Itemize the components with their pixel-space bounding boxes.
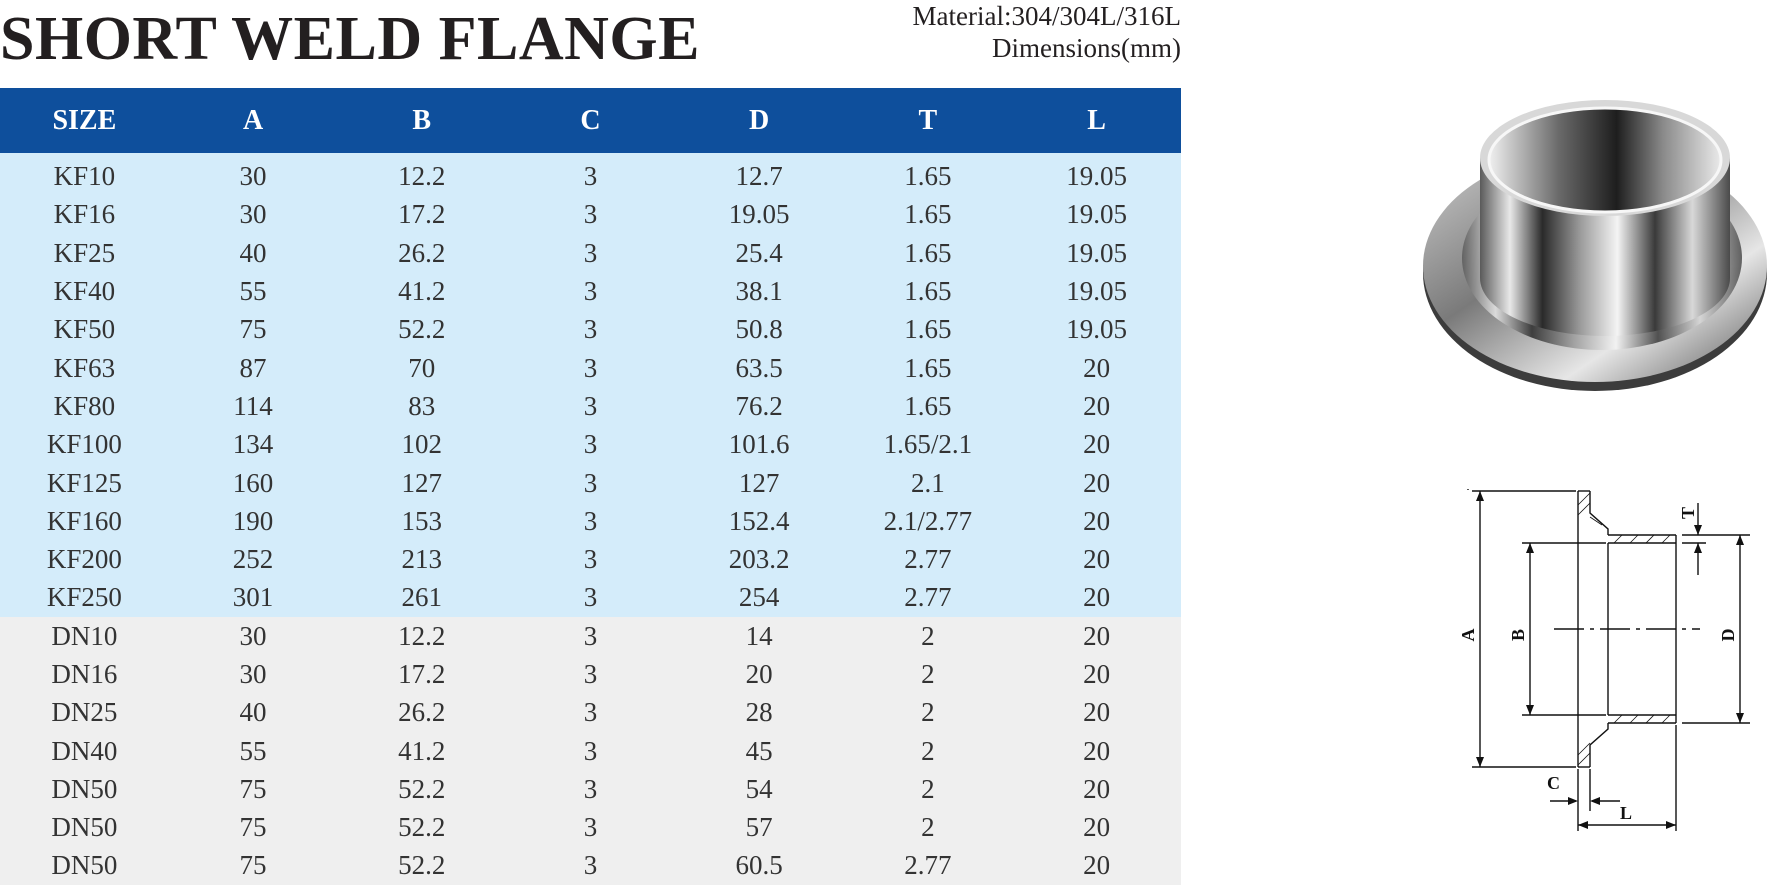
cell-t: 2.77 <box>844 846 1013 884</box>
cell-d: 54 <box>675 770 844 808</box>
cell-t: 1.65 <box>844 234 1013 272</box>
cell-l: 20 <box>1012 463 1181 501</box>
cell-b: 52.2 <box>337 846 506 884</box>
cell-b: 17.2 <box>337 195 506 233</box>
cell-t: 1.65 <box>844 153 1013 195</box>
cell-a: 160 <box>169 463 338 501</box>
cell-d: 19.05 <box>675 195 844 233</box>
cell-b: 26.2 <box>337 234 506 272</box>
cell-l: 20 <box>1012 502 1181 540</box>
cell-c: 3 <box>506 578 675 616</box>
cell-c: 3 <box>506 310 675 348</box>
cell-l: 20 <box>1012 731 1181 769</box>
cell-a: 75 <box>169 310 338 348</box>
cell-size: KF40 <box>0 272 169 310</box>
cell-l: 20 <box>1012 846 1181 884</box>
cell-c: 3 <box>506 387 675 425</box>
cell-size: KF50 <box>0 310 169 348</box>
cell-t: 1.65 <box>844 310 1013 348</box>
cell-size: KF100 <box>0 425 169 463</box>
cell-a: 55 <box>169 731 338 769</box>
cell-a: 252 <box>169 540 338 578</box>
cell-b: 17.2 <box>337 655 506 693</box>
cell-c: 3 <box>506 846 675 884</box>
cell-d: 127 <box>675 463 844 501</box>
cell-size: KF16 <box>0 195 169 233</box>
cell-d: 12.7 <box>675 153 844 195</box>
cell-l: 20 <box>1012 387 1181 425</box>
table-row <box>0 731 1181 769</box>
header-size: SIZE <box>0 88 169 153</box>
table-row <box>0 310 1181 348</box>
cell-l: 19.05 <box>1012 234 1181 272</box>
table-row <box>0 348 1181 386</box>
cell-b: 52.2 <box>337 770 506 808</box>
cell-t: 1.65 <box>844 348 1013 386</box>
cell-b: 12.2 <box>337 617 506 655</box>
cell-l: 20 <box>1012 770 1181 808</box>
table-row <box>0 540 1181 578</box>
cell-l: 20 <box>1012 655 1181 693</box>
cell-t: 2 <box>844 655 1013 693</box>
cell-t: 2 <box>844 617 1013 655</box>
table-row <box>0 425 1181 463</box>
dimensions-unit-text: Dimensions(mm) <box>992 33 1181 63</box>
flange-technical-drawing <box>1450 485 1750 845</box>
cell-t: 1.65 <box>844 387 1013 425</box>
cell-a: 30 <box>169 153 338 195</box>
cell-c: 3 <box>506 502 675 540</box>
table-row <box>0 770 1181 808</box>
cell-a: 114 <box>169 387 338 425</box>
label-l: L <box>1620 803 1633 823</box>
cell-l: 19.05 <box>1012 153 1181 195</box>
cell-size: DN50 <box>0 846 169 884</box>
table-row <box>0 153 1181 195</box>
cell-size: KF25 <box>0 234 169 272</box>
cell-b: 26.2 <box>337 693 506 731</box>
cell-size: KF200 <box>0 540 169 578</box>
table-row <box>0 234 1181 272</box>
header-c: C <box>506 88 675 153</box>
cell-c: 3 <box>506 693 675 731</box>
cell-l: 19.05 <box>1012 195 1181 233</box>
label-t: T <box>1678 506 1698 520</box>
cell-d: 101.6 <box>675 425 844 463</box>
cell-b: 213 <box>337 540 506 578</box>
cell-c: 3 <box>506 770 675 808</box>
cell-b: 127 <box>337 463 506 501</box>
table-row <box>0 463 1181 501</box>
label-d: D <box>1718 628 1738 642</box>
cell-d: 45 <box>675 731 844 769</box>
cell-t: 2.1/2.77 <box>844 502 1013 540</box>
cell-l: 20 <box>1012 693 1181 731</box>
cell-t: 2 <box>844 731 1013 769</box>
cell-l: 19.05 <box>1012 272 1181 310</box>
cell-t: 1.65 <box>844 272 1013 310</box>
table-row <box>0 272 1181 310</box>
table-header-row <box>0 88 1181 153</box>
cell-l: 20 <box>1012 348 1181 386</box>
table-row <box>0 387 1181 425</box>
cell-b: 70 <box>337 348 506 386</box>
cell-size: KF10 <box>0 153 169 195</box>
cell-t: 2 <box>844 770 1013 808</box>
cell-a: 30 <box>169 195 338 233</box>
cell-a: 75 <box>169 770 338 808</box>
cell-c: 3 <box>506 153 675 195</box>
cell-a: 301 <box>169 578 338 616</box>
table-row <box>0 195 1181 233</box>
cell-d: 203.2 <box>675 540 844 578</box>
cell-c: 3 <box>506 655 675 693</box>
cell-size: DN40 <box>0 731 169 769</box>
cell-a: 75 <box>169 808 338 846</box>
cell-a: 75 <box>169 846 338 884</box>
cell-t: 2.77 <box>844 578 1013 616</box>
header-t: T <box>844 88 1013 153</box>
cell-a: 30 <box>169 655 338 693</box>
cell-c: 3 <box>506 272 675 310</box>
cell-a: 40 <box>169 234 338 272</box>
cell-c: 3 <box>506 195 675 233</box>
cell-d: 20 <box>675 655 844 693</box>
cell-a: 40 <box>169 693 338 731</box>
cell-a: 190 <box>169 502 338 540</box>
cell-l: 19.05 <box>1012 310 1181 348</box>
cell-b: 153 <box>337 502 506 540</box>
cell-a: 55 <box>169 272 338 310</box>
cell-d: 60.5 <box>675 846 844 884</box>
cell-d: 57 <box>675 808 844 846</box>
cell-size: KF63 <box>0 348 169 386</box>
cell-a: 87 <box>169 348 338 386</box>
table-row <box>0 578 1181 616</box>
cell-b: 52.2 <box>337 310 506 348</box>
cell-d: 28 <box>675 693 844 731</box>
label-c: C <box>1547 773 1560 793</box>
cell-t: 2.77 <box>844 540 1013 578</box>
cell-c: 3 <box>506 234 675 272</box>
header-b: B <box>337 88 506 153</box>
cell-d: 38.1 <box>675 272 844 310</box>
cell-b: 83 <box>337 387 506 425</box>
cell-size: DN16 <box>0 655 169 693</box>
cell-c: 3 <box>506 425 675 463</box>
header-l: L <box>1012 88 1181 153</box>
table-row <box>0 655 1181 693</box>
cell-size: DN50 <box>0 770 169 808</box>
spec-info <box>913 0 1181 64</box>
cell-c: 3 <box>506 348 675 386</box>
cell-d: 14 <box>675 617 844 655</box>
cell-l: 20 <box>1012 578 1181 616</box>
table-row <box>0 693 1181 731</box>
page-title: SHORT WELD FLANGE <box>0 5 700 73</box>
label-b: B <box>1508 628 1528 642</box>
material-text: Material:304/304L/316L <box>912 1 1181 31</box>
cell-size: KF250 <box>0 578 169 616</box>
cell-d: 254 <box>675 578 844 616</box>
cell-b: 41.2 <box>337 272 506 310</box>
cell-a: 134 <box>169 425 338 463</box>
cell-c: 3 <box>506 731 675 769</box>
cell-a: 30 <box>169 617 338 655</box>
cell-d: 50.8 <box>675 310 844 348</box>
cell-l: 20 <box>1012 617 1181 655</box>
table-row <box>0 502 1181 540</box>
cell-l: 20 <box>1012 808 1181 846</box>
cell-c: 3 <box>506 463 675 501</box>
cell-c: 3 <box>506 540 675 578</box>
label-a: A <box>1458 628 1478 642</box>
flange-photo-image <box>1420 88 1777 418</box>
cell-size: KF80 <box>0 387 169 425</box>
cell-b: 41.2 <box>337 731 506 769</box>
cell-size: KF160 <box>0 502 169 540</box>
cell-b: 102 <box>337 425 506 463</box>
cell-size: KF125 <box>0 463 169 501</box>
header-a: A <box>169 88 338 153</box>
cell-c: 3 <box>506 808 675 846</box>
table-row <box>0 808 1181 846</box>
cell-t: 2 <box>844 808 1013 846</box>
cell-size: DN25 <box>0 693 169 731</box>
table-body <box>0 153 1181 885</box>
header-d: D <box>675 88 844 153</box>
cell-b: 52.2 <box>337 808 506 846</box>
dimensions-table <box>0 88 1181 885</box>
cell-c: 3 <box>506 617 675 655</box>
cell-d: 63.5 <box>675 348 844 386</box>
cell-size: DN50 <box>0 808 169 846</box>
cell-t: 2 <box>844 693 1013 731</box>
cell-size: DN10 <box>0 617 169 655</box>
cell-l: 20 <box>1012 540 1181 578</box>
cell-b: 261 <box>337 578 506 616</box>
table-row <box>0 617 1181 655</box>
cell-l: 20 <box>1012 425 1181 463</box>
cell-t: 2.1 <box>844 463 1013 501</box>
cell-d: 152.4 <box>675 502 844 540</box>
cell-b: 12.2 <box>337 153 506 195</box>
cell-d: 76.2 <box>675 387 844 425</box>
table-row <box>0 846 1181 884</box>
cell-t: 1.65 <box>844 195 1013 233</box>
cell-t: 1.65/2.1 <box>844 425 1013 463</box>
cell-d: 25.4 <box>675 234 844 272</box>
